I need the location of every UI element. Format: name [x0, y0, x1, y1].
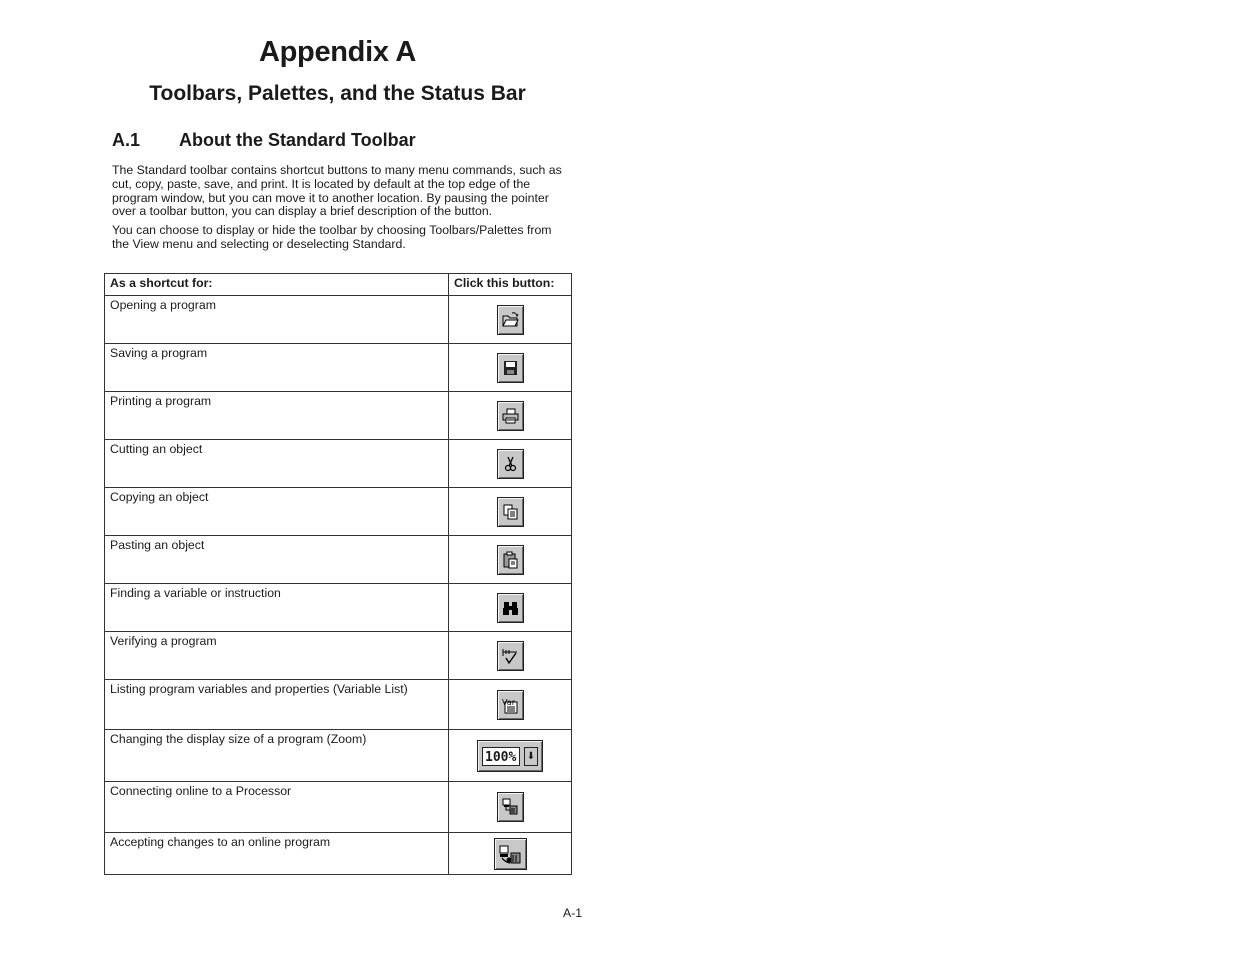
- row-description: Saving a program: [105, 344, 449, 392]
- clipboard-paste-icon[interactable]: [497, 545, 524, 575]
- scissors-icon[interactable]: [497, 449, 524, 479]
- intro-paragraph: The Standard toolbar contains shortcut buttons to many menu commands, such as cut, copy, paste, save, and print. It is located by default at the top edge of the program window, but you can move it to another location. By pausing the pointer over a toolbar button, you can display a brief description of the button.: [112, 163, 562, 219]
- row-description: Accepting changes to an online program: [105, 833, 449, 875]
- table-row: [105, 833, 572, 875]
- table-row: [105, 536, 572, 584]
- table-row: [105, 584, 572, 632]
- table-row: [105, 632, 572, 680]
- page-number: A-1: [563, 906, 583, 920]
- table-row: [105, 782, 572, 833]
- svg-text:Var: Var: [501, 697, 515, 707]
- zoom-arrow-down-icon[interactable]: ⬇: [524, 747, 538, 766]
- section-heading: [112, 130, 416, 151]
- row-description: Cutting an object: [105, 440, 449, 488]
- row-description: Copying an object: [105, 488, 449, 536]
- zoom-dropdown[interactable]: [477, 740, 543, 772]
- verify-check-icon[interactable]: [497, 641, 524, 671]
- accept-changes-icon[interactable]: [494, 838, 527, 870]
- printer-icon[interactable]: [497, 401, 524, 431]
- table-row: [105, 296, 572, 344]
- connect-online-icon[interactable]: [497, 792, 524, 822]
- copy-icon[interactable]: [497, 497, 524, 527]
- row-description: Printing a program: [105, 392, 449, 440]
- open-folder-icon[interactable]: [497, 305, 524, 335]
- section-number: A.1: [112, 130, 141, 150]
- table-header-row: [105, 274, 572, 296]
- row-description: Verifying a program: [105, 632, 449, 680]
- floppy-disk-icon[interactable]: [497, 353, 524, 383]
- table-row: [105, 344, 572, 392]
- zoom-value: 100%: [482, 747, 520, 766]
- table-row: [105, 440, 572, 488]
- page-subtitle: Toolbars, Palettes, and the Status Bar: [149, 82, 526, 105]
- binoculars-icon[interactable]: [497, 593, 524, 623]
- shortcut-table: [104, 273, 572, 875]
- row-description: Opening a program: [105, 296, 449, 344]
- section-title: About the Standard Toolbar: [179, 130, 416, 150]
- table-row: [105, 488, 572, 536]
- table-row: [105, 730, 572, 782]
- row-description: Connecting online to a Processor: [105, 782, 449, 833]
- table-row: [105, 392, 572, 440]
- header-button: Click this button:: [449, 274, 572, 296]
- variable-list-icon[interactable]: [497, 690, 524, 720]
- toolbar-visibility-paragraph: You can choose to display or hide the toolbar by choosing Toolbars/Palettes from the View menu and selecting or deselecting Standard.: [112, 223, 552, 251]
- table-row: [105, 680, 572, 730]
- header-shortcut: As a shortcut for:: [105, 274, 449, 296]
- row-description: Finding a variable or instruction: [105, 584, 449, 632]
- row-description: Pasting an object: [105, 536, 449, 584]
- row-description: Listing program variables and properties (Variable List): [105, 680, 449, 730]
- row-description: Changing the display size of a program (Zoom): [105, 730, 449, 782]
- page-title: Appendix A: [258, 36, 417, 68]
